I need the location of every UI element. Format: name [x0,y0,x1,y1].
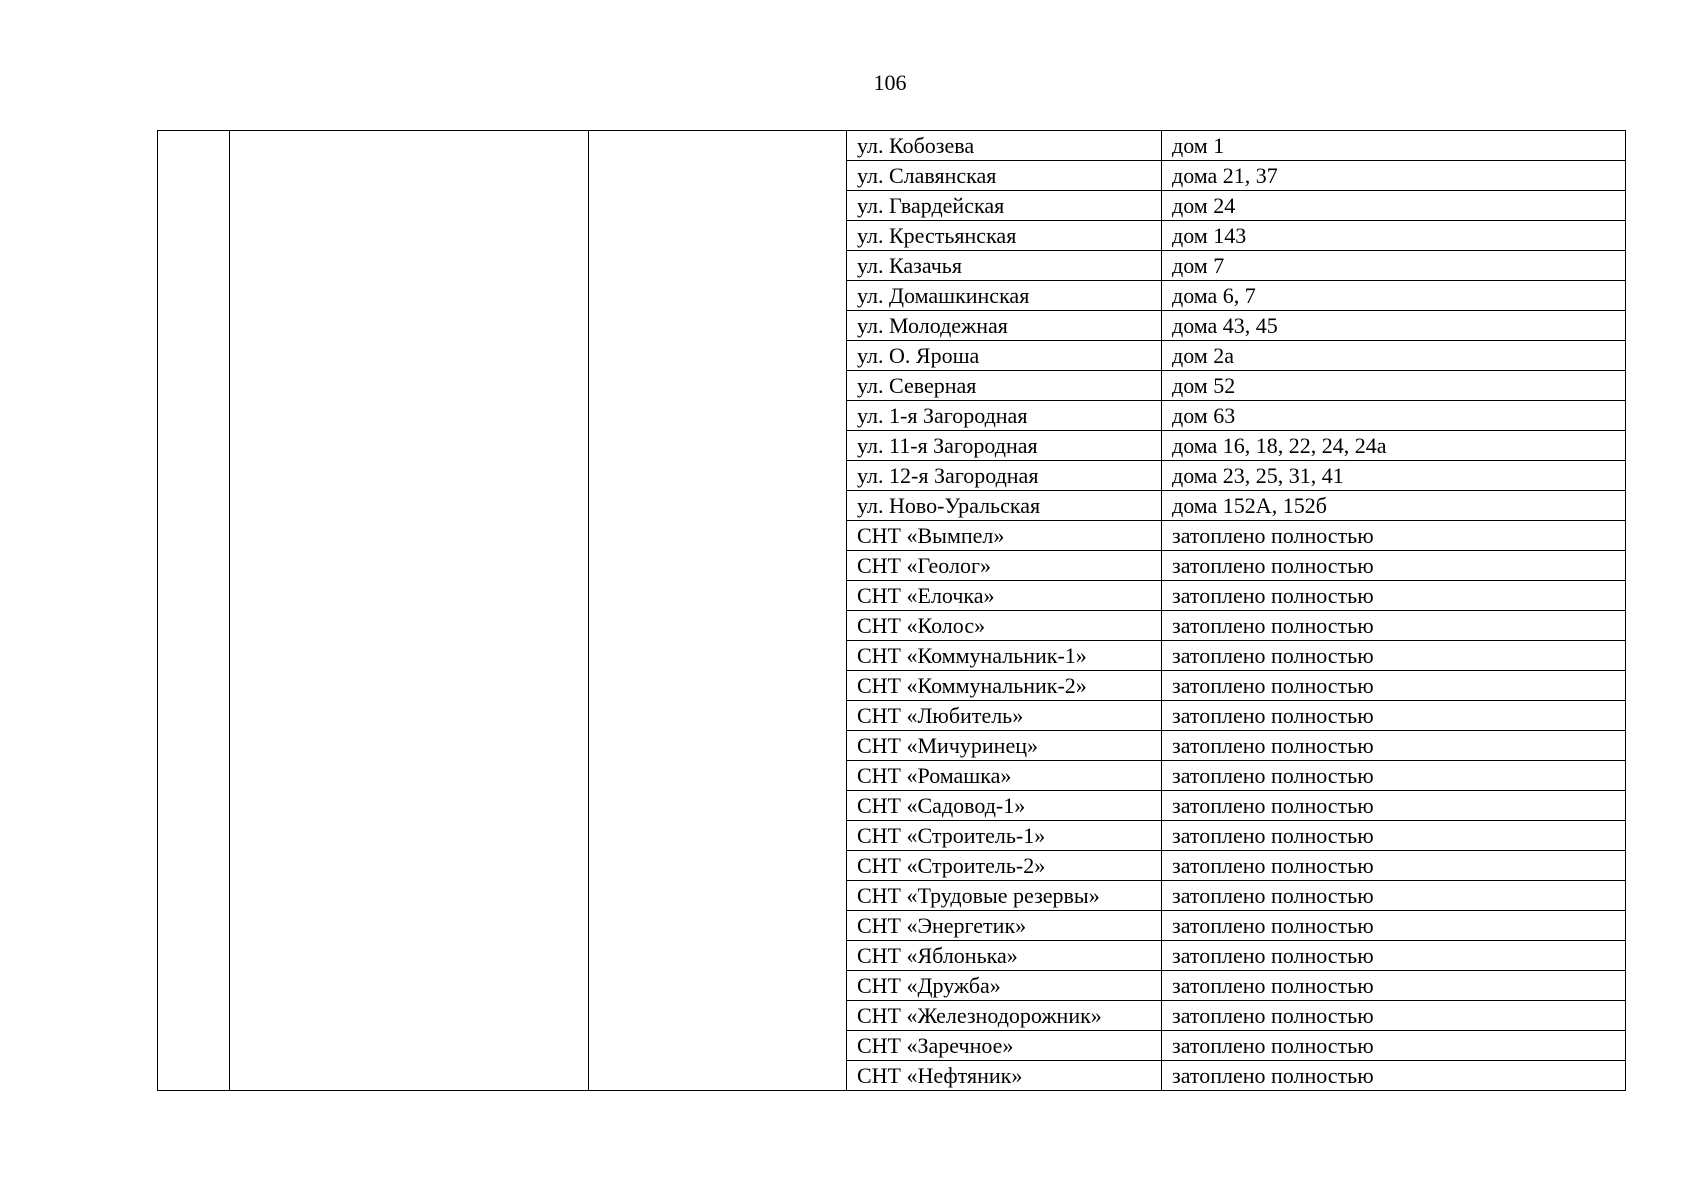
houses-cell: затоплено полностью [1162,581,1626,611]
houses-cell: затоплено полностью [1162,791,1626,821]
street-name-cell: ул. Крестьянская [847,221,1162,251]
houses-cell: затоплено полностью [1162,1001,1626,1031]
houses-cell: дом 52 [1162,371,1626,401]
street-name-cell: СНТ «Трудовые резервы» [847,881,1162,911]
houses-cell: дом 2а [1162,341,1626,371]
houses-cell: дома 23, 25, 31, 41 [1162,461,1626,491]
houses-cell: затоплено полностью [1162,1061,1626,1091]
houses-cell: затоплено полностью [1162,971,1626,1001]
street-name-cell: ул. 12-я Загородная [847,461,1162,491]
street-name-cell: СНТ «Дружба» [847,971,1162,1001]
houses-cell: затоплено полностью [1162,821,1626,851]
houses-cell: дома 16, 18, 22, 24, 24а [1162,431,1626,461]
houses-cell: затоплено полностью [1162,611,1626,641]
street-name-cell: СНТ «Коммунальник-2» [847,671,1162,701]
street-name-cell: ул. О. Яроша [847,341,1162,371]
street-name-cell: СНТ «Строитель-2» [847,851,1162,881]
street-name-cell: СНТ «Коммунальник-1» [847,641,1162,671]
street-name-cell: СНТ «Геолог» [847,551,1162,581]
houses-cell: затоплено полностью [1162,701,1626,731]
houses-cell: дом 24 [1162,191,1626,221]
street-name-cell: СНТ «Яблонька» [847,941,1162,971]
street-name-cell: СНТ «Железнодорожник» [847,1001,1162,1031]
houses-cell: дома 21, 37 [1162,161,1626,191]
houses-cell: затоплено полностью [1162,731,1626,761]
houses-cell: затоплено полностью [1162,881,1626,911]
street-name-cell: СНТ «Елочка» [847,581,1162,611]
houses-cell: затоплено полностью [1162,761,1626,791]
district-column-cell [230,131,589,1091]
street-name-cell: СНТ «Мичуринец» [847,731,1162,761]
street-name-cell: ул. Кобозева [847,131,1162,161]
houses-cell: дом 63 [1162,401,1626,431]
houses-cell: дома 6, 7 [1162,281,1626,311]
table-body [158,131,1626,1091]
number-column-cell [158,131,230,1091]
street-name-cell: СНТ «Ромашка» [847,761,1162,791]
street-name-cell: СНТ «Энергетик» [847,911,1162,941]
street-name-cell: СНТ «Любитель» [847,701,1162,731]
page-number: 106 [873,70,907,95]
houses-cell: дом 1 [1162,131,1626,161]
street-name-cell: СНТ «Нефтяник» [847,1061,1162,1091]
houses-cell: затоплено полностью [1162,1031,1626,1061]
houses-cell: дом 143 [1162,221,1626,251]
houses-cell: затоплено полностью [1162,851,1626,881]
flood-addresses-table [157,130,1626,1091]
houses-cell: дом 7 [1162,251,1626,281]
houses-cell: затоплено полностью [1162,521,1626,551]
street-name-cell: ул. 1-я Загородная [847,401,1162,431]
street-name-cell: ул. Северная [847,371,1162,401]
table-row [158,131,1626,161]
street-name-cell: ул. Домашкинская [847,281,1162,311]
houses-cell: затоплено полностью [1162,551,1626,581]
houses-cell: дома 152А, 152б [1162,491,1626,521]
houses-cell: затоплено полностью [1162,941,1626,971]
locality-column-cell [589,131,847,1091]
street-name-cell: ул. Казачья [847,251,1162,281]
street-name-cell: ул. Славянская [847,161,1162,191]
street-name-cell: СНТ «Вымпел» [847,521,1162,551]
street-name-cell: ул. 11-я Загородная [847,431,1162,461]
street-name-cell: СНТ «Садовод-1» [847,791,1162,821]
houses-cell: затоплено полностью [1162,911,1626,941]
street-name-cell: СНТ «Заречное» [847,1031,1162,1061]
houses-cell: затоплено полностью [1162,641,1626,671]
street-name-cell: СНТ «Колос» [847,611,1162,641]
houses-cell: затоплено полностью [1162,671,1626,701]
street-name-cell: ул. Гвардейская [847,191,1162,221]
street-name-cell: СНТ «Строитель-1» [847,821,1162,851]
street-name-cell: ул. Ново-Уральская [847,491,1162,521]
street-name-cell: ул. Молодежная [847,311,1162,341]
houses-cell: дома 43, 45 [1162,311,1626,341]
